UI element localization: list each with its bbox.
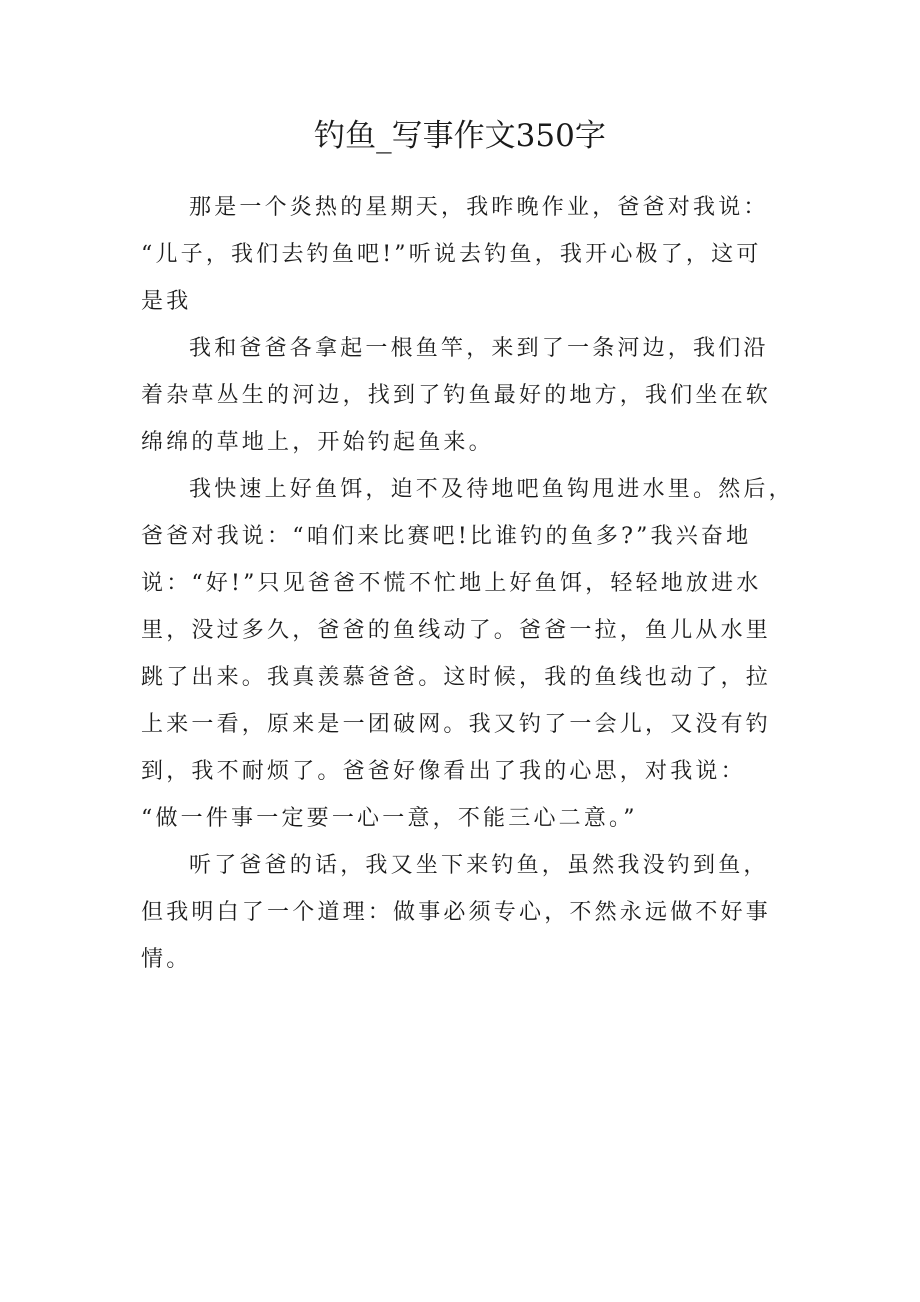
paragraph-4-line-1: 听了爸爸的话，我又坐下来钓鱼，虽然我没钓到鱼， (189, 853, 769, 878)
paragraph-3-line-6: 上来一看，原来是一团破网。我又钓了一会儿，又没有钓 (141, 712, 772, 737)
paragraph-4-line-3: 情。 (141, 947, 192, 972)
paragraph-3-line-3: 说：“好!”只见爸爸不慌不忙地上好鱼饵，轻轻地放进水 (141, 571, 762, 596)
paragraph-4-line-2: 但我明白了一个道理：做事必须专心，不然永远做不好事 (141, 900, 772, 925)
paragraph-2-line-1: 我和爸爸各拿起一根鱼竿，来到了一条河边，我们沿 (189, 336, 769, 361)
paragraph-1-line-2: “儿子，我们去钓鱼吧!”听说去钓鱼，我开心极了，这可 (141, 242, 762, 267)
paragraph-1-line-3: 是我 (141, 289, 192, 314)
paragraph-2-line-2: 着杂草丛生的河边，找到了钓鱼最好的地方，我们坐在软 (141, 383, 772, 408)
paragraph-3-line-1: 我快速上好鱼饵，迫不及待地吧鱼钩甩进水里。然后， (189, 477, 794, 502)
document-body (141, 184, 794, 983)
paragraph-3-line-4: 里，没过多久，爸爸的鱼线动了。爸爸一拉，鱼儿从水里 (141, 618, 772, 643)
paragraph-3-line-2: 爸爸对我说：“咱们来比赛吧!比谁钓的鱼多?”我兴奋地 (141, 524, 752, 549)
paragraph-3-line-8: “做一件事一定要一心一意，不能三心二意。” (141, 806, 638, 831)
document-title: 钓鱼_写事作文350字 (314, 118, 606, 154)
paragraph-3-line-5: 跳了出来。我真羡慕爸爸。这时候，我的鱼线也动了，拉 (141, 665, 772, 690)
paragraph-1-line-1: 那是一个炎热的星期天，我昨晚作业，爸爸对我说： (189, 195, 769, 220)
paragraph-3-line-7: 到，我不耐烦了。爸爸好像看出了我的心思，对我说： (141, 759, 746, 784)
paragraph-2-line-3: 绵绵的草地上，开始钓起鱼来。 (141, 430, 494, 455)
